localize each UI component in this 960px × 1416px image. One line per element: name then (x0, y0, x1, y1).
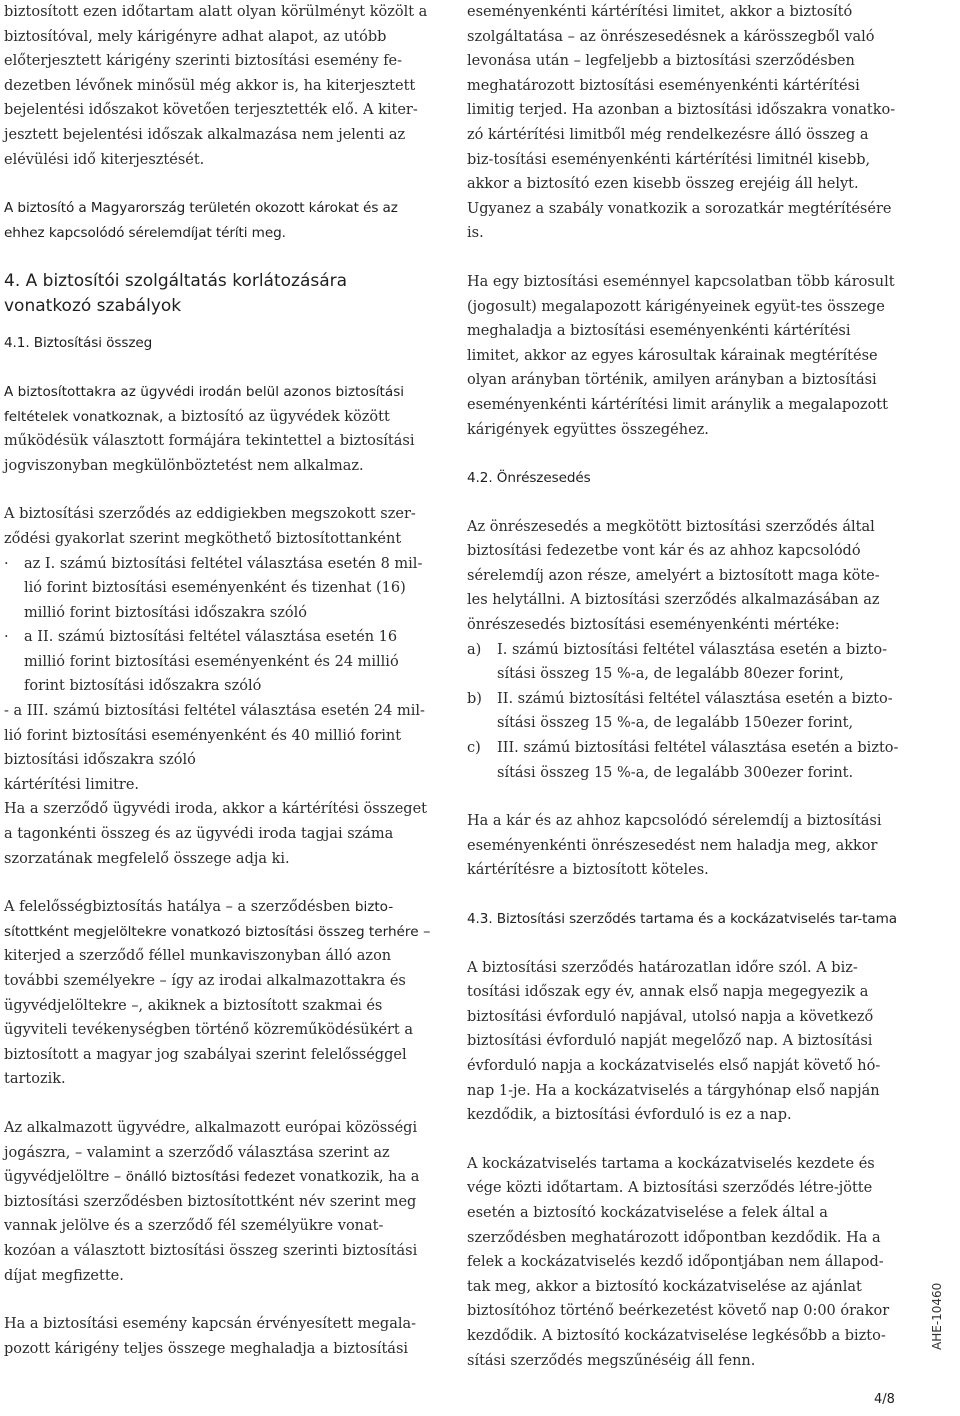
list-marker: b) (467, 690, 482, 707)
paragraph: A kockázatviselés tartama a kockázatviselés kezdete és vége közti időtartam. A biztosítási szerződés létre-jötte esetén a biztosító kockázatviselése a felek által a szerződésben meghatározott időpontban kezdődik. Ha a felek a kockázatviselés kezdő időpontjában nem állapod-tak meg, akkor a biztosító kockázatviselése az ajánlat biztosítóhoz történő beérkezetést követő nap 0:00 órakor kezdődik. A biztosító kockázatviselése legkésőbb a bizto-sítási szerződés megszűnéséig áll fenn. (467, 1155, 890, 1369)
list-item (467, 638, 899, 687)
right-column (467, 0, 899, 1373)
list-item-text: I. számú biztosítási feltétel választása esetén a bizto-sítási összeg 15 %-a, de legalább 80ezer forint, (497, 641, 887, 683)
emphasis-text: önálló biztosítási fedezet (125, 1169, 296, 1186)
emphasis-text: bizto-sítottként megjelöltekre vonatkozó biztosítási összeg terhére (4, 899, 419, 940)
list-item-text: a II. számú biztosítási feltétel választása esetén 16 millió forint biztosítási eseményenként és 24 millió forint biztosítási időszakra szóló (24, 629, 399, 695)
list-item (4, 625, 432, 699)
document-code: AHE-10460 (930, 1282, 944, 1350)
list-item-text: II. számú biztosítási feltétel választása esetén a bizto-sítási összeg 15 %-a, de legalább 150ezer forint, (497, 690, 893, 732)
paragraph: Ha a szerződő ügyvédi iroda, akkor a kártérítési összeget a tagonkénti összeg és az ügyvédi iroda tagjai száma szorzatának megfelelő összege adja ki. (4, 801, 427, 867)
paragraph: Ha egy biztosítási eseménnyel kapcsolatban több károsult (jogosult) megalapozott kárigényeinek együt-tes összege meghaladja a biztosítási eseményenkénti kártérítési limitet, akkor az egyes károsultak kárainak megtérítése olyan arányban történik, amilyen arányban a biztosítási eseményenkénti kártérítési limit aránylik a megalapozott kárigények együttes összegéhez. (467, 273, 895, 438)
list-item-text: az I. számú biztosítási feltétel választása esetén 8 mil-lió forint biztosítási eseményenként és tizenhat (16) millió forint biztosítási időszakra szóló (24, 555, 423, 621)
bullet: · (4, 629, 9, 646)
list-item (467, 687, 899, 736)
paragraph: kártérítési limitre. (4, 776, 140, 793)
text: a biztosító az ügyvédek között működésük választott formájára tekintettel a biztosítási jogviszonyban megkülönböztetést nem alkalmaz. (4, 408, 415, 474)
list-item (467, 736, 899, 785)
list-item (4, 552, 432, 626)
paragraph: A biztosítási szerződés az eddigiekben megszokott szer-ződési gyakorlat szerint megköthető biztosítottanként (4, 506, 416, 547)
subsection-heading-4-1: 4.1. Biztosítási összeg (4, 335, 153, 352)
paragraph: eseményenkénti kártérítési limitet, akkor a biztosító szolgáltatása – az önrészesedésnek a kárösszegből való levonása után – legfeljebb a biztosítási szerződésben meghatározott biztosítási eseményenkénti kártérítési limitig terjed. Ha azonban a biztosítási időszakra vonatko-zó kártérítési limitből még rendelkezésre álló összeg a biz-tosítási eseményenkénti kártérítési limitnél kisebb, akkor a biztosító ezen kisebb összeg erejéig áll helyt. Ugyanez a szabály vonatkozik a sorozatkár megtérítésére is. (467, 4, 896, 242)
paragraph: Az önrészesedés a megkötött biztosítási szerződés által biztosítási fedezetbe vont kár és az ahhoz kapcsolódó sérelemdíj azon része, amelyért a biztosított maga köte-les helytállni. A biztosítási szerződés alkalmazásában az önrészesedés biztosítási eseményenkénti mértéke: (467, 518, 880, 634)
paragraph: - a III. számú biztosítási feltétel választása esetén 24 mil-lió forint biztosítási eseményenként és 40 millió forint biztosítási időszakra szóló (4, 703, 425, 769)
paragraph: Ha a kár és az ahhoz kapcsolódó sérelemdíj a biztosítási eseményenkénti önrészesedést nem haladja meg, akkor kártérítésre a biztosított köteles. (467, 813, 882, 879)
paragraph: A biztosítási szerződés határozatlan időre szól. A biz-tosítási időszak egy év, annak első napja megegyezik a biztosítási évforduló napjával, utolsó napja a következő biztosítási évforduló napját megelőző nap. A biztosítási évforduló napja a kockázatviselés első napját követő hó-nap 1-je. Ha a kockázatviselés a tárgyhónap első napján kezdődik, a biztosítási évforduló is ez a nap. (467, 959, 881, 1124)
section-heading-4: 4. A biztosítói szolgáltatás korlátozására vonatkozó szabályok (4, 271, 348, 317)
text: A felelősségbiztosítás hatálya – a szerződésben (4, 899, 355, 916)
paragraph-territory: A biztosító a Magyarország területén okozott károkat és az ehhez kapcsolódó sérelemdíjat téríti meg. (4, 200, 398, 241)
paragraph: Ha a biztosítási esemény kapcsán érvényesített megala-pozott kárigény teljes összege meghaladja a biztosítási (4, 1316, 417, 1357)
page-number: 4/8 (874, 1392, 895, 1407)
text: – kiterjed a szerződő féllel munkaviszonyban álló azon további személyekre – így az irodai alkalmazottakra és ügyvédjelöltekre –, akiknek a biztosított szakmai és ügyviteli tevékenységben történő közreműködésükért a biztosított a magyar jog szabályai szerint felelősséggel tartozik. (4, 923, 431, 1088)
paragraph (4, 380, 432, 478)
paragraph (4, 1116, 432, 1288)
list-item-text: III. számú biztosítási feltétel választása esetén a bizto-sítási összeg 15 %-a, de legalább 300ezer forint. (497, 740, 899, 781)
text: Az alkalmazott ügyvédre, alkalmazott európai közösségi jogászra, – valamint a szerződő választása szerint az ügyvédjelöltre – (4, 1119, 418, 1186)
subsection-heading-4-3: 4.3. Biztosítási szerződés tartama és a kockázatviselés tar-tama (467, 911, 897, 927)
emphasis-text: A biztosítottakra az ügyvédi irodán belül azonos biztosítási feltételek vonatkoznak, (4, 383, 405, 425)
list-marker: a) (467, 641, 482, 658)
text: vonatkozik, ha a biztosítási szerződésben biztosítottként név szerint meg vannak jelölve és a szerződő fél személyükre vonat-kozóan a választott biztosítási összeg szerinti biztosítási díjat megfizette. (4, 1169, 420, 1284)
paragraph: biztosított ezen időtartam alatt olyan körülményt közölt a biztosítóval, mely kárigényre adhat alapot, az utóbb előterjesztett kárigény szerinti biztosítási esemény fe-dezetben lévőnek minősül még akkor is, ha kiterjesztett bejelentési időszakot követően terjesztették elő. A kiter-jesztett bejelentési időszak alkalmazása nem jelenti az elévülési idő kiterjesztését. (4, 4, 428, 168)
subsection-heading-4-2: 4.2. Önrészesedés (467, 470, 591, 487)
left-column (4, 0, 432, 1361)
list-marker: c) (467, 740, 481, 757)
paragraph (4, 895, 432, 1092)
bullet: · (4, 555, 9, 572)
